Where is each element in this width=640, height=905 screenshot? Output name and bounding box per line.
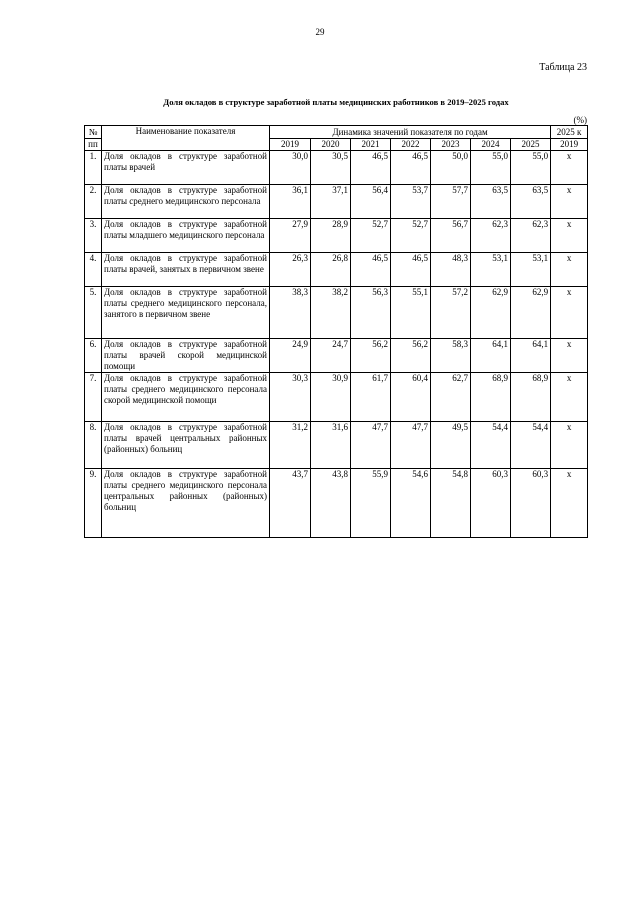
year-value: 64,1 — [471, 339, 511, 373]
year-value: 50,0 — [431, 151, 471, 185]
header-year: 2019 — [270, 139, 311, 151]
year-value: 43,7 — [270, 469, 311, 538]
compare-value: х — [551, 185, 588, 219]
year-value: 46,5 — [351, 151, 391, 185]
year-value: 57,2 — [431, 287, 471, 339]
table-row — [85, 151, 588, 185]
table-label: Таблица 23 — [539, 62, 587, 73]
header-year: 2024 — [471, 139, 511, 151]
data-table — [84, 125, 588, 538]
year-value: 56,2 — [391, 339, 431, 373]
header-year: 2021 — [351, 139, 391, 151]
header-year: 2025 — [511, 139, 551, 151]
year-value: 58,3 — [431, 339, 471, 373]
year-value: 24,7 — [311, 339, 351, 373]
table-row — [85, 422, 588, 469]
indicator-name: Доля окладов в структуре заработной платы среднего медицинского персонала — [102, 185, 270, 219]
year-value: 38,2 — [311, 287, 351, 339]
table-row — [85, 469, 588, 538]
compare-value: х — [551, 373, 588, 422]
year-value: 62,3 — [511, 219, 551, 253]
unit-label: (%) — [573, 115, 587, 125]
year-value: 48,3 — [431, 253, 471, 287]
year-value: 56,2 — [351, 339, 391, 373]
compare-value: х — [551, 287, 588, 339]
year-value: 63,5 — [471, 185, 511, 219]
year-value: 60,3 — [471, 469, 511, 538]
year-value: 57,7 — [431, 185, 471, 219]
year-value: 62,9 — [471, 287, 511, 339]
compare-value: х — [551, 469, 588, 538]
row-number: 2. — [85, 185, 102, 219]
year-value: 24,9 — [270, 339, 311, 373]
header-year: 2020 — [311, 139, 351, 151]
indicator-name: Доля окладов в структуре заработной платы среднего медицинского персонала скорой медицинской помощи — [102, 373, 270, 422]
year-value: 37,1 — [311, 185, 351, 219]
year-value: 30,3 — [270, 373, 311, 422]
compare-value: х — [551, 253, 588, 287]
row-number: 6. — [85, 339, 102, 373]
year-value: 56,4 — [351, 185, 391, 219]
year-value: 26,8 — [311, 253, 351, 287]
year-value: 62,3 — [471, 219, 511, 253]
year-value: 47,7 — [391, 422, 431, 469]
row-number: 8. — [85, 422, 102, 469]
row-number: 3. — [85, 219, 102, 253]
header-compare-top: 2025 к — [551, 126, 588, 139]
year-value: 55,9 — [351, 469, 391, 538]
header-compare-bottom: 2019 — [551, 139, 588, 151]
indicator-name: Доля окладов в структуре заработной платы врачей, занятых в первичном звене — [102, 253, 270, 287]
year-value: 54,6 — [391, 469, 431, 538]
header-name: Наименование показателя — [102, 126, 270, 151]
row-number: 9. — [85, 469, 102, 538]
year-value: 68,9 — [511, 373, 551, 422]
year-value: 30,5 — [311, 151, 351, 185]
year-value: 54,8 — [431, 469, 471, 538]
year-value: 52,7 — [391, 219, 431, 253]
year-value: 30,9 — [311, 373, 351, 422]
compare-value: х — [551, 151, 588, 185]
year-value: 64,1 — [511, 339, 551, 373]
table-row — [85, 373, 588, 422]
year-value: 49,5 — [431, 422, 471, 469]
table-row — [85, 219, 588, 253]
year-value: 43,8 — [311, 469, 351, 538]
year-value: 53,1 — [471, 253, 511, 287]
year-value: 47,7 — [351, 422, 391, 469]
year-value: 55,0 — [471, 151, 511, 185]
year-value: 46,5 — [391, 253, 431, 287]
year-value: 53,1 — [511, 253, 551, 287]
row-number: 5. — [85, 287, 102, 339]
indicator-name: Доля окладов в структуре заработной платы младшего медицинского персонала — [102, 219, 270, 253]
year-value: 61,7 — [351, 373, 391, 422]
year-value: 46,5 — [391, 151, 431, 185]
year-value: 31,2 — [270, 422, 311, 469]
year-value: 54,4 — [511, 422, 551, 469]
year-value: 68,9 — [471, 373, 511, 422]
year-value: 62,7 — [431, 373, 471, 422]
year-value: 55,0 — [511, 151, 551, 185]
header-row-top — [85, 126, 588, 139]
year-value: 38,3 — [270, 287, 311, 339]
year-value: 56,7 — [431, 219, 471, 253]
table-row — [85, 253, 588, 287]
header-num-top: № — [85, 126, 102, 139]
page-number: 29 — [315, 27, 325, 37]
year-value: 63,5 — [511, 185, 551, 219]
compare-value: х — [551, 219, 588, 253]
year-value: 54,4 — [471, 422, 511, 469]
year-value: 56,3 — [351, 287, 391, 339]
table-row — [85, 287, 588, 339]
header-dynamics: Динамика значений показателя по годам — [270, 126, 551, 139]
compare-value: х — [551, 422, 588, 469]
year-value: 31,6 — [311, 422, 351, 469]
year-value: 53,7 — [391, 185, 431, 219]
indicator-name: Доля окладов в структуре заработной платы врачей центральных районных (районных) больниц — [102, 422, 270, 469]
year-value: 52,7 — [351, 219, 391, 253]
header-year: 2023 — [431, 139, 471, 151]
header-year: 2022 — [391, 139, 431, 151]
row-number: 1. — [85, 151, 102, 185]
year-value: 62,9 — [511, 287, 551, 339]
year-value: 28,9 — [311, 219, 351, 253]
indicator-name: Доля окладов в структуре заработной платы среднего медицинского персонала, занятого в первичном звене — [102, 287, 270, 339]
compare-value: х — [551, 339, 588, 373]
year-value: 46,5 — [351, 253, 391, 287]
year-value: 26,3 — [270, 253, 311, 287]
year-value: 36,1 — [270, 185, 311, 219]
year-value: 55,1 — [391, 287, 431, 339]
year-value: 60,3 — [511, 469, 551, 538]
year-value: 30,0 — [270, 151, 311, 185]
row-number: 7. — [85, 373, 102, 422]
indicator-name: Доля окладов в структуре заработной платы врачей — [102, 151, 270, 185]
year-value: 60,4 — [391, 373, 431, 422]
indicator-name: Доля окладов в структуре заработной платы среднего медицинского персонала центральных районных (районных) больниц — [102, 469, 270, 538]
table-row — [85, 339, 588, 373]
row-number: 4. — [85, 253, 102, 287]
table-title: Доля окладов в структуре заработной платы медицинских работников в 2019–2025 годах — [163, 97, 509, 107]
year-value: 27,9 — [270, 219, 311, 253]
indicator-name: Доля окладов в структуре заработной платы врачей скорой медицинской помощи — [102, 339, 270, 373]
header-num-bottom: пп — [85, 139, 102, 151]
table-row — [85, 185, 588, 219]
